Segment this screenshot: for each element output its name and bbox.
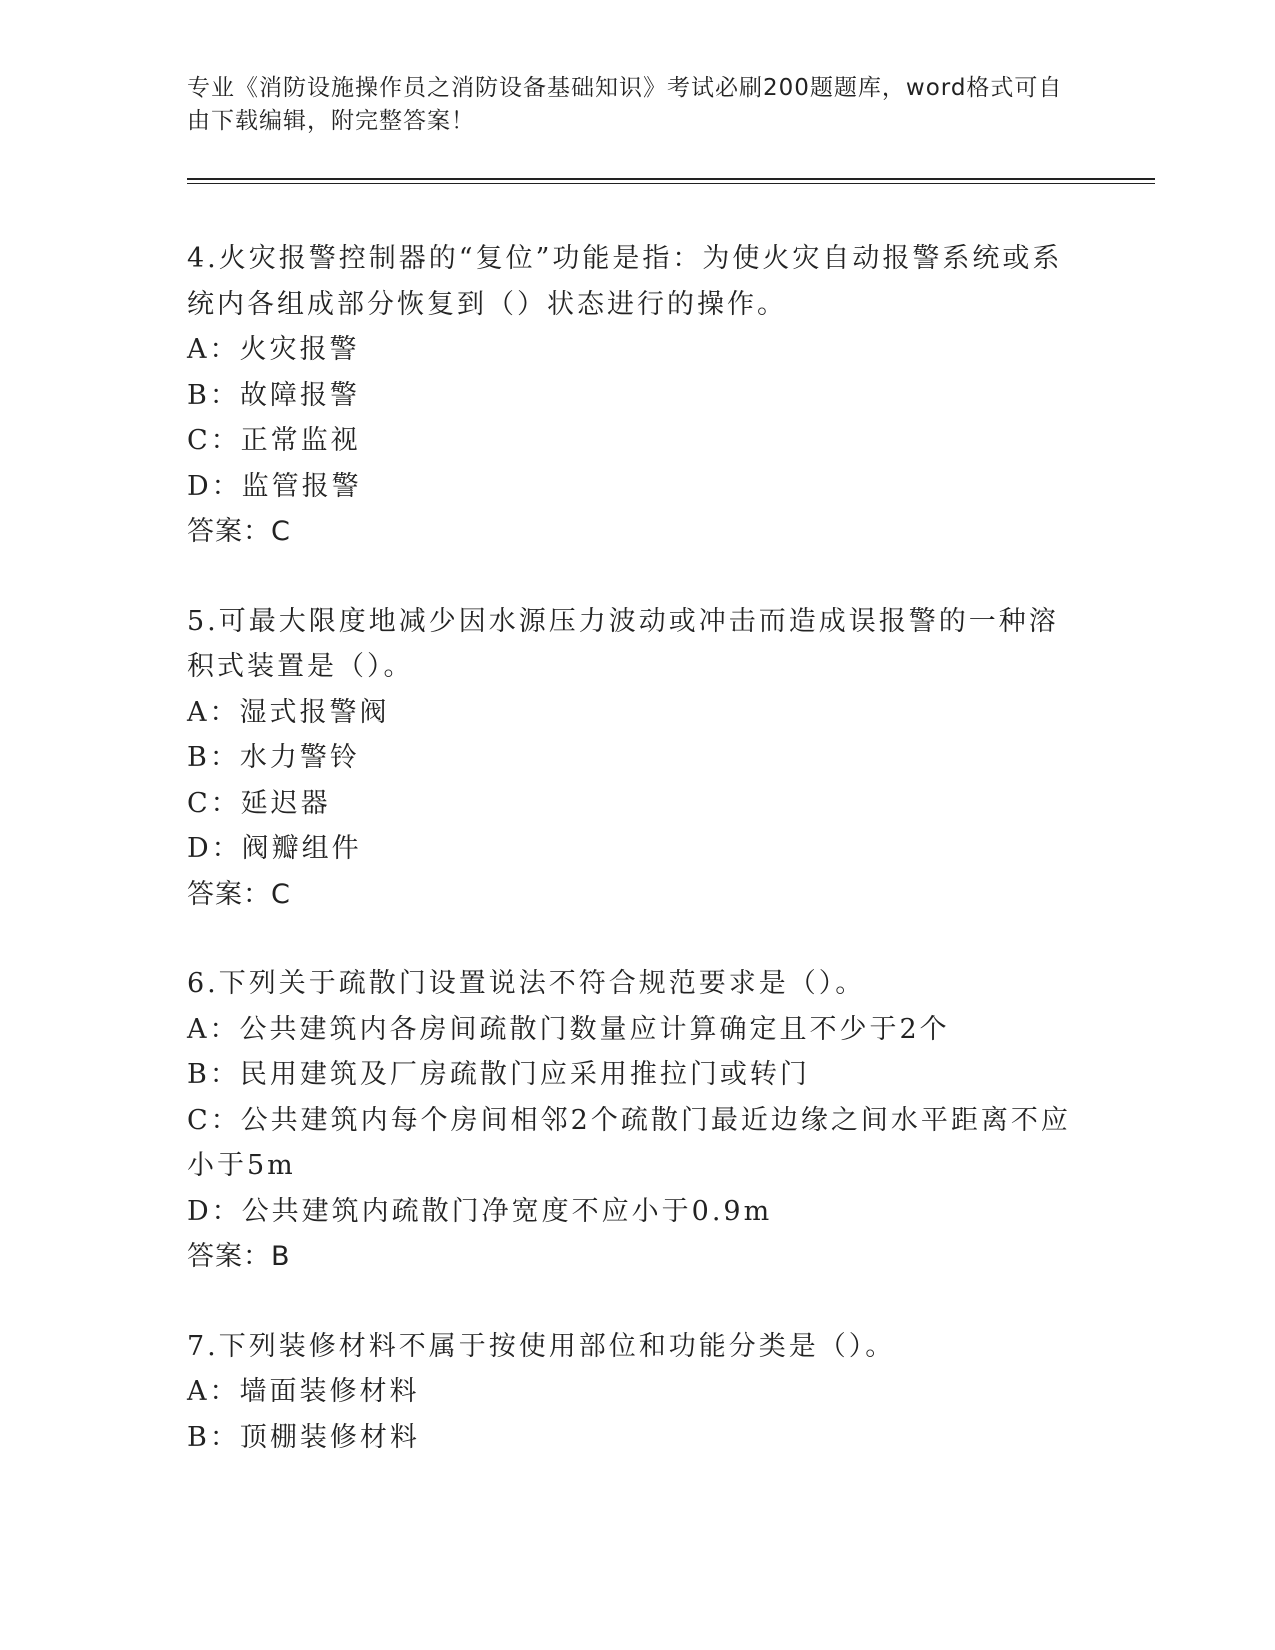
option-b: B：民用建筑及厂房疏散门应采用推拉门或转门 — [187, 1059, 810, 1090]
answer: 答案：C — [187, 516, 291, 547]
question-6 — [187, 961, 1087, 1280]
option-a: A：湿式报警阀 — [187, 696, 390, 728]
option-b: B：水力警铃 — [187, 742, 360, 773]
option-d: D：公共建筑内疏散门净宽度不应小于0.9m — [187, 1195, 773, 1227]
header-divider — [187, 178, 1155, 184]
option-d: D：监管报警 — [187, 470, 362, 502]
option-c: C：公共建筑内每个房间相邻2个疏散门最近边缘之间水平距离不应小于5m — [187, 1104, 1071, 1181]
option-c: C：正常监视 — [187, 425, 361, 456]
question-stem: 7.下列装修材料不属于按使用部位和功能分类是（）。 — [187, 1330, 896, 1362]
question-gap — [187, 1280, 1087, 1324]
document-header: 专业《消防设施操作员之消防设备基础知识》考试必刷200题题库，word格式可自由下载编辑，附完整答案！ — [187, 75, 1063, 134]
option-c: C：延迟器 — [187, 787, 331, 819]
option-d: D：阀瓣组件 — [187, 833, 362, 864]
question-stem: 6.下列关于疏散门设置说法不符合规范要求是（）。 — [187, 968, 866, 999]
question-gap — [187, 917, 1087, 961]
question-gap — [187, 555, 1087, 599]
question-stem: 5.可最大限度地减少因水源压力波动或冲击而造成误报警的一种溶积式装置是（）。 — [187, 605, 1059, 682]
option-b: B：顶棚装修材料 — [187, 1421, 420, 1453]
option-a: A：墙面装修材料 — [187, 1376, 420, 1407]
question-stem: 4.火灾报警控制器的“复位”功能是指：为使火灾自动报警系统或系统内各组成部分恢复到（）状态进行的操作。 — [187, 243, 1063, 320]
option-b: B：故障报警 — [187, 379, 360, 411]
question-4 — [187, 236, 1087, 555]
question-list — [187, 236, 1087, 1460]
option-a: A：火灾报警 — [187, 334, 360, 365]
question-5 — [187, 599, 1087, 918]
answer: 答案：B — [187, 1241, 291, 1272]
question-7 — [187, 1324, 1087, 1461]
option-a: A：公共建筑内各房间疏散门数量应计算确定且不少于2个 — [187, 1013, 950, 1045]
answer: 答案：C — [187, 878, 291, 910]
